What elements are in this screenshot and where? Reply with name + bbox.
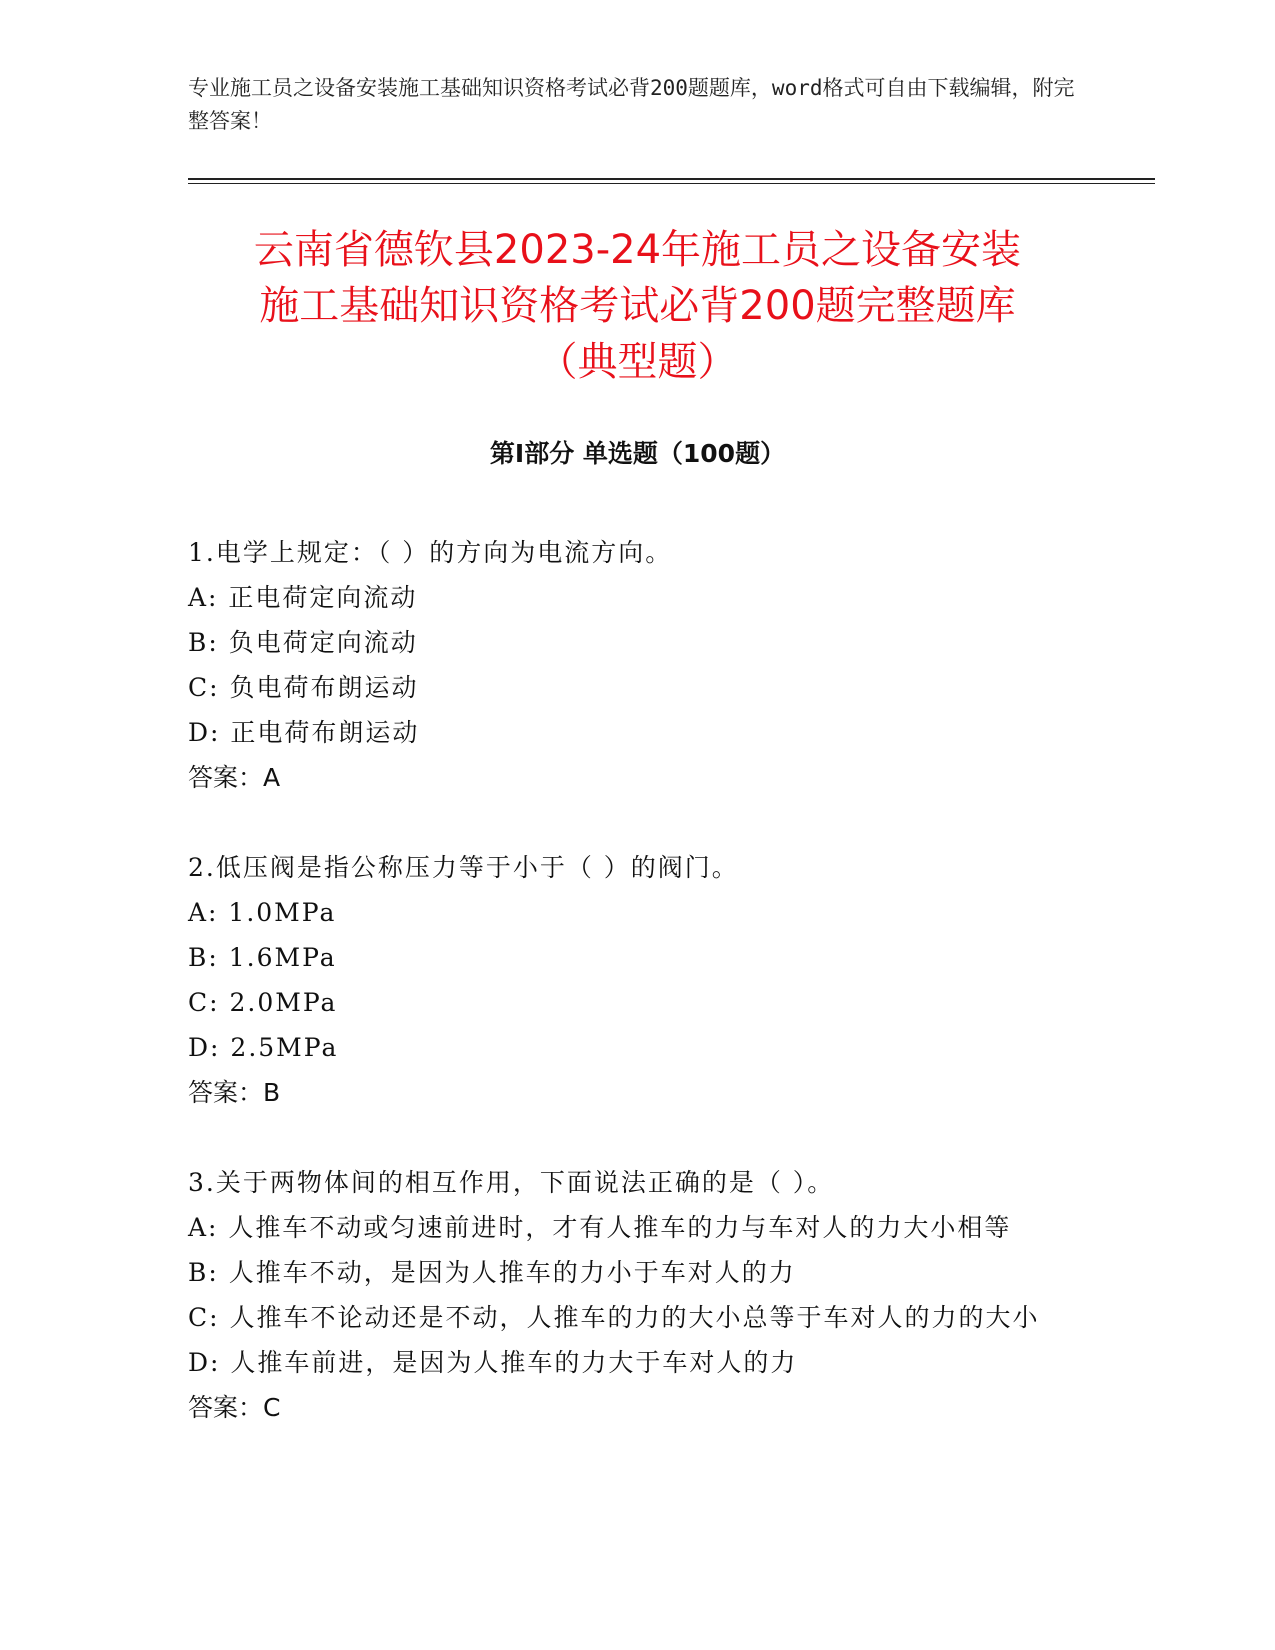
question-stem: 2.低压阀是指公称压力等于小于（ ）的阀门。 <box>188 853 739 882</box>
question-stem: 1.电学上规定：（ ）的方向为电流方向。 <box>188 538 673 567</box>
question-list <box>188 530 1088 1430</box>
document-title <box>150 222 1125 390</box>
option-b: B: 负电荷定向流动 <box>188 628 418 657</box>
question-spacer <box>188 1115 1088 1160</box>
answer: 答案：B <box>188 1078 281 1107</box>
title-line-1: 云南省德钦县2023-24年施工员之设备安装 <box>253 227 1022 273</box>
question-spacer <box>188 800 1088 845</box>
header-rule-thick <box>188 178 1155 180</box>
question-1 <box>188 530 1088 800</box>
section-title: 第Ⅰ部分 单选题（100题） <box>489 439 786 468</box>
option-c: C: 人推车不论动还是不动，人推车的力的大小总等于车对人的力的大小 <box>188 1303 1040 1332</box>
answer: 答案：C <box>188 1393 281 1422</box>
title-line-2: 施工基础知识资格考试必背200题完整题库 <box>259 283 1016 329</box>
title-line-3: （典型题） <box>537 339 738 385</box>
option-a: A: 1.0MPa <box>188 898 337 927</box>
option-c: C: 负电荷布朗运动 <box>188 673 419 702</box>
question-3 <box>188 1160 1088 1430</box>
option-d: D: 人推车前进，是因为人推车的力大于车对人的力 <box>188 1348 798 1377</box>
option-c: C: 2.0MPa <box>188 988 338 1017</box>
question-2 <box>188 845 1088 1115</box>
option-d: D: 正电荷布朗运动 <box>188 718 420 747</box>
option-d: D: 2.5MPa <box>188 1033 339 1062</box>
option-a: A: 正电荷定向流动 <box>188 583 418 612</box>
question-stem: 3.关于两物体间的相互作用，下面说法正确的是（ ）。 <box>188 1168 835 1197</box>
header-rule-thin <box>188 183 1155 184</box>
option-a: A: 人推车不动或匀速前进时，才有人推车的力与车对人的力大小相等 <box>188 1213 1012 1242</box>
header-note: 专业施工员之设备安装施工基础知识资格考试必背200题题库，word格式可自由下载编辑，附完整答案！ <box>188 76 1075 133</box>
option-b: B: 1.6MPa <box>188 943 337 972</box>
answer: 答案：A <box>188 763 281 792</box>
option-b: B: 人推车不动，是因为人推车的力小于车对人的力 <box>188 1258 796 1287</box>
